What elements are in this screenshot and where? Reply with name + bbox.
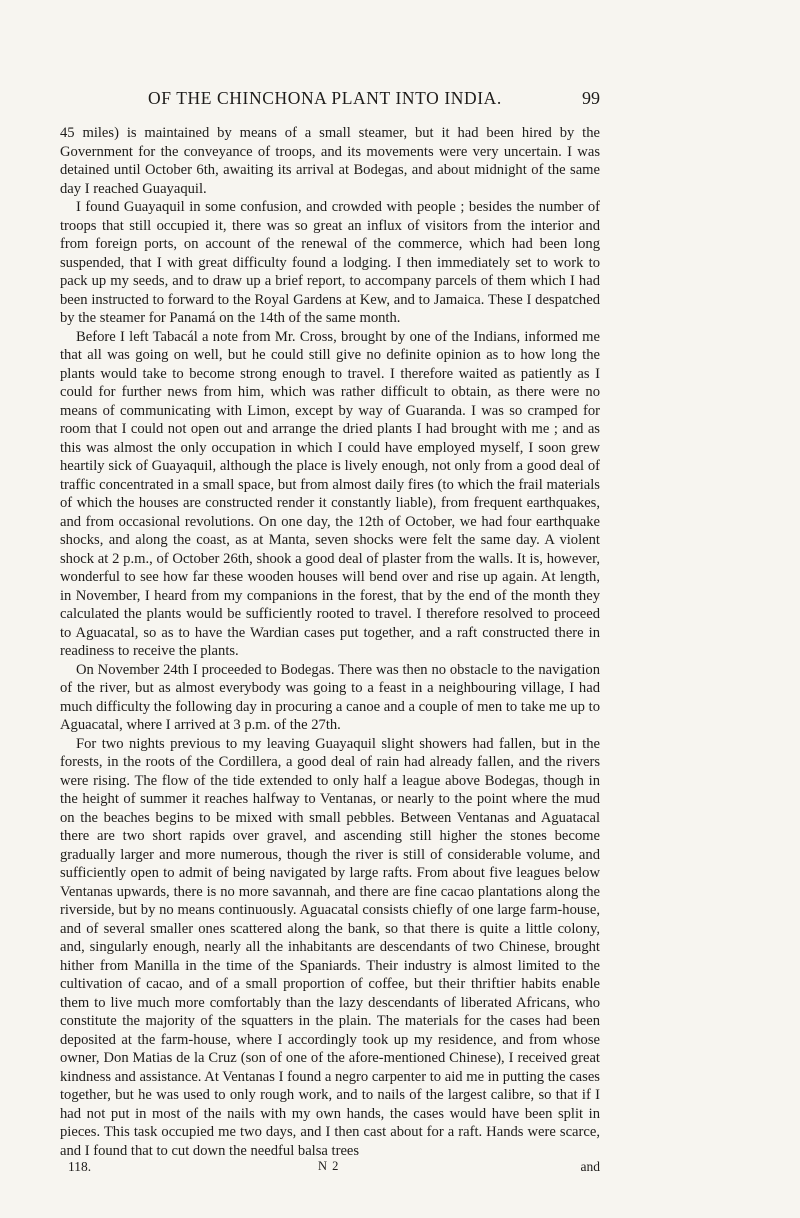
body-text [60,124,600,1160]
sheet-mark: N 2 [318,1159,340,1173]
page-header [60,88,600,112]
paragraph-aguacatal: For two nights previous to my leaving Guayaquil slight showers had fallen, but in the forests, in the roots of the Cordillera, a good deal of rain had already fallen, and the rivers were rising. The flow of the tide extended to only half a league above Bodegas, though in the height of summer it reaches halfway to Ventanas, or nearly to the point where the mud on the beaches begins to be mixed with small pebbles. Between Ventanas and Aguatacal there are two short rapids over gravel, and ascending still higher the stones become gradually larger and more numerous, though the river is still of considerable volume, and sufficiently open to admit of being navigated by large rafts. From about five leagues below Ventanas upwards, there is no more savannah, and there are fine cacao plantations along the riverside, but by no means continuously. Aguacatal consists chiefly of one large farm-house, and of several smaller ones scattered along the bank, so that there is quite a little colony, and, singularly enough, nearly all the inhabitants are descendants of two Chinese, brought hither from Manilla in the time of the Spaniards. Their industry is almost limited to the cultivation of cacao, and of a small proportion of coffee, but their thriftier habits enable them to live much more comfortably than the lazy descendants of liberated Africans, who constitute the majority of the squatters in the plain. The materials for the cases had been deposited at the farm-house, where I accordingly took up my residence, and from whose owner, Don Matias de la Cruz (son of one of the afore-mentioned Chinese), I received great kindness and assistance. At Ventanas I found a negro carpenter to aid me in putting the cases together, but he was used to only rough work, and to nails of the largest calibre, so that if I had not put in most of the nails with my own hands, the cases would have been split in pieces. This task occupied me two days, and I then cast about for a raft. Hands were scarce, and I found that to cut down the needful balsa trees [60,735,600,1159]
page-number: 99 [582,88,600,108]
paragraph-continued: 45 miles) is maintained by means of a small steamer, but it had been hired by the Government for the conveyance of troops, and its movements were very uncertain. I was detained until October 6th, awaiting its arrival at Bodegas, and about midnight of the same day I reached Guayaquil. [60,125,600,197]
paragraph-bodegas-journey: On November 24th I proceeded to Bodegas. There was then no obstacle to the navigation of the river, but as almost everybody was going to a feast in a neighbouring village, I had much difficulty the following day in procuring a canoe and a couple of men to take me up to Aguacatal, where I arrived at 3 p.m. of the 27th. [60,661,600,733]
running-head: OF THE CHINCHONA PLANT INTO INDIA. [148,88,502,108]
page-footer [60,1159,600,1179]
paragraph-waiting-news: Before I left Tabacál a note from Mr. Cross, brought by one of the Indians, informed me that all was going on well, but he could still give no definite opinion as to how long the plants would take to become strong enough to travel. I therefore waited as patiently as I could for further news from him, which was rather difficult to obtain, as there were no means of communicating with Limon, except by way of Guaranda. I was so cramped for room that I could not open out and arrange the dried plants I had brought with me ; and as this was almost the only occupation in which I could have employed myself, I soon grew heartily sick of Guayaquil, although the place is lively enough, not only from a good deal of traffic concentrated in a small space, but from almost daily fires (to which the frail materials of which the houses are constructed render it constantly liable), from frequent earthquakes, and from occasional revolutions. On one day, the 12th of October, we had four earthquake shocks, and along the coast, as at Manta, seven shocks were felt the same day. A violent shock at 2 p.m., of October 26th, shook a good deal of plaster from the walls. It is, however, wonderful to see how far these wooden houses will bend over and rise up again. At length, in November, I heard from my companions in the forest, that by the end of the month they calculated the plants would be sufficiently rooted to travel. I therefore resolved to proceed to Aguacatal, so as to have the Wardian cases put together, and a raft constructed there in readiness to receive the plants. [60,328,600,659]
catchword: and [580,1159,600,1174]
signature-mark: 118. [68,1159,92,1174]
paragraph-guayaquil-arrival: I found Guayaquil in some confusion, and crowded with people ; besides the number of troops that still occupied it, there was so great an influx of visitors from the interior and from foreign ports, on account of the renewal of the commerce, which had been long suspended, that I with great difficulty found a lodging. I then immediately set to work to pack up my seeds, and to draw up a brief report, to accompany parcels of them which I had been instructed to forward to the Royal Gardens at Kew, and to Jamaica. These I despatched by the steamer for Panamá on the 14th of the same month. [60,199,600,326]
